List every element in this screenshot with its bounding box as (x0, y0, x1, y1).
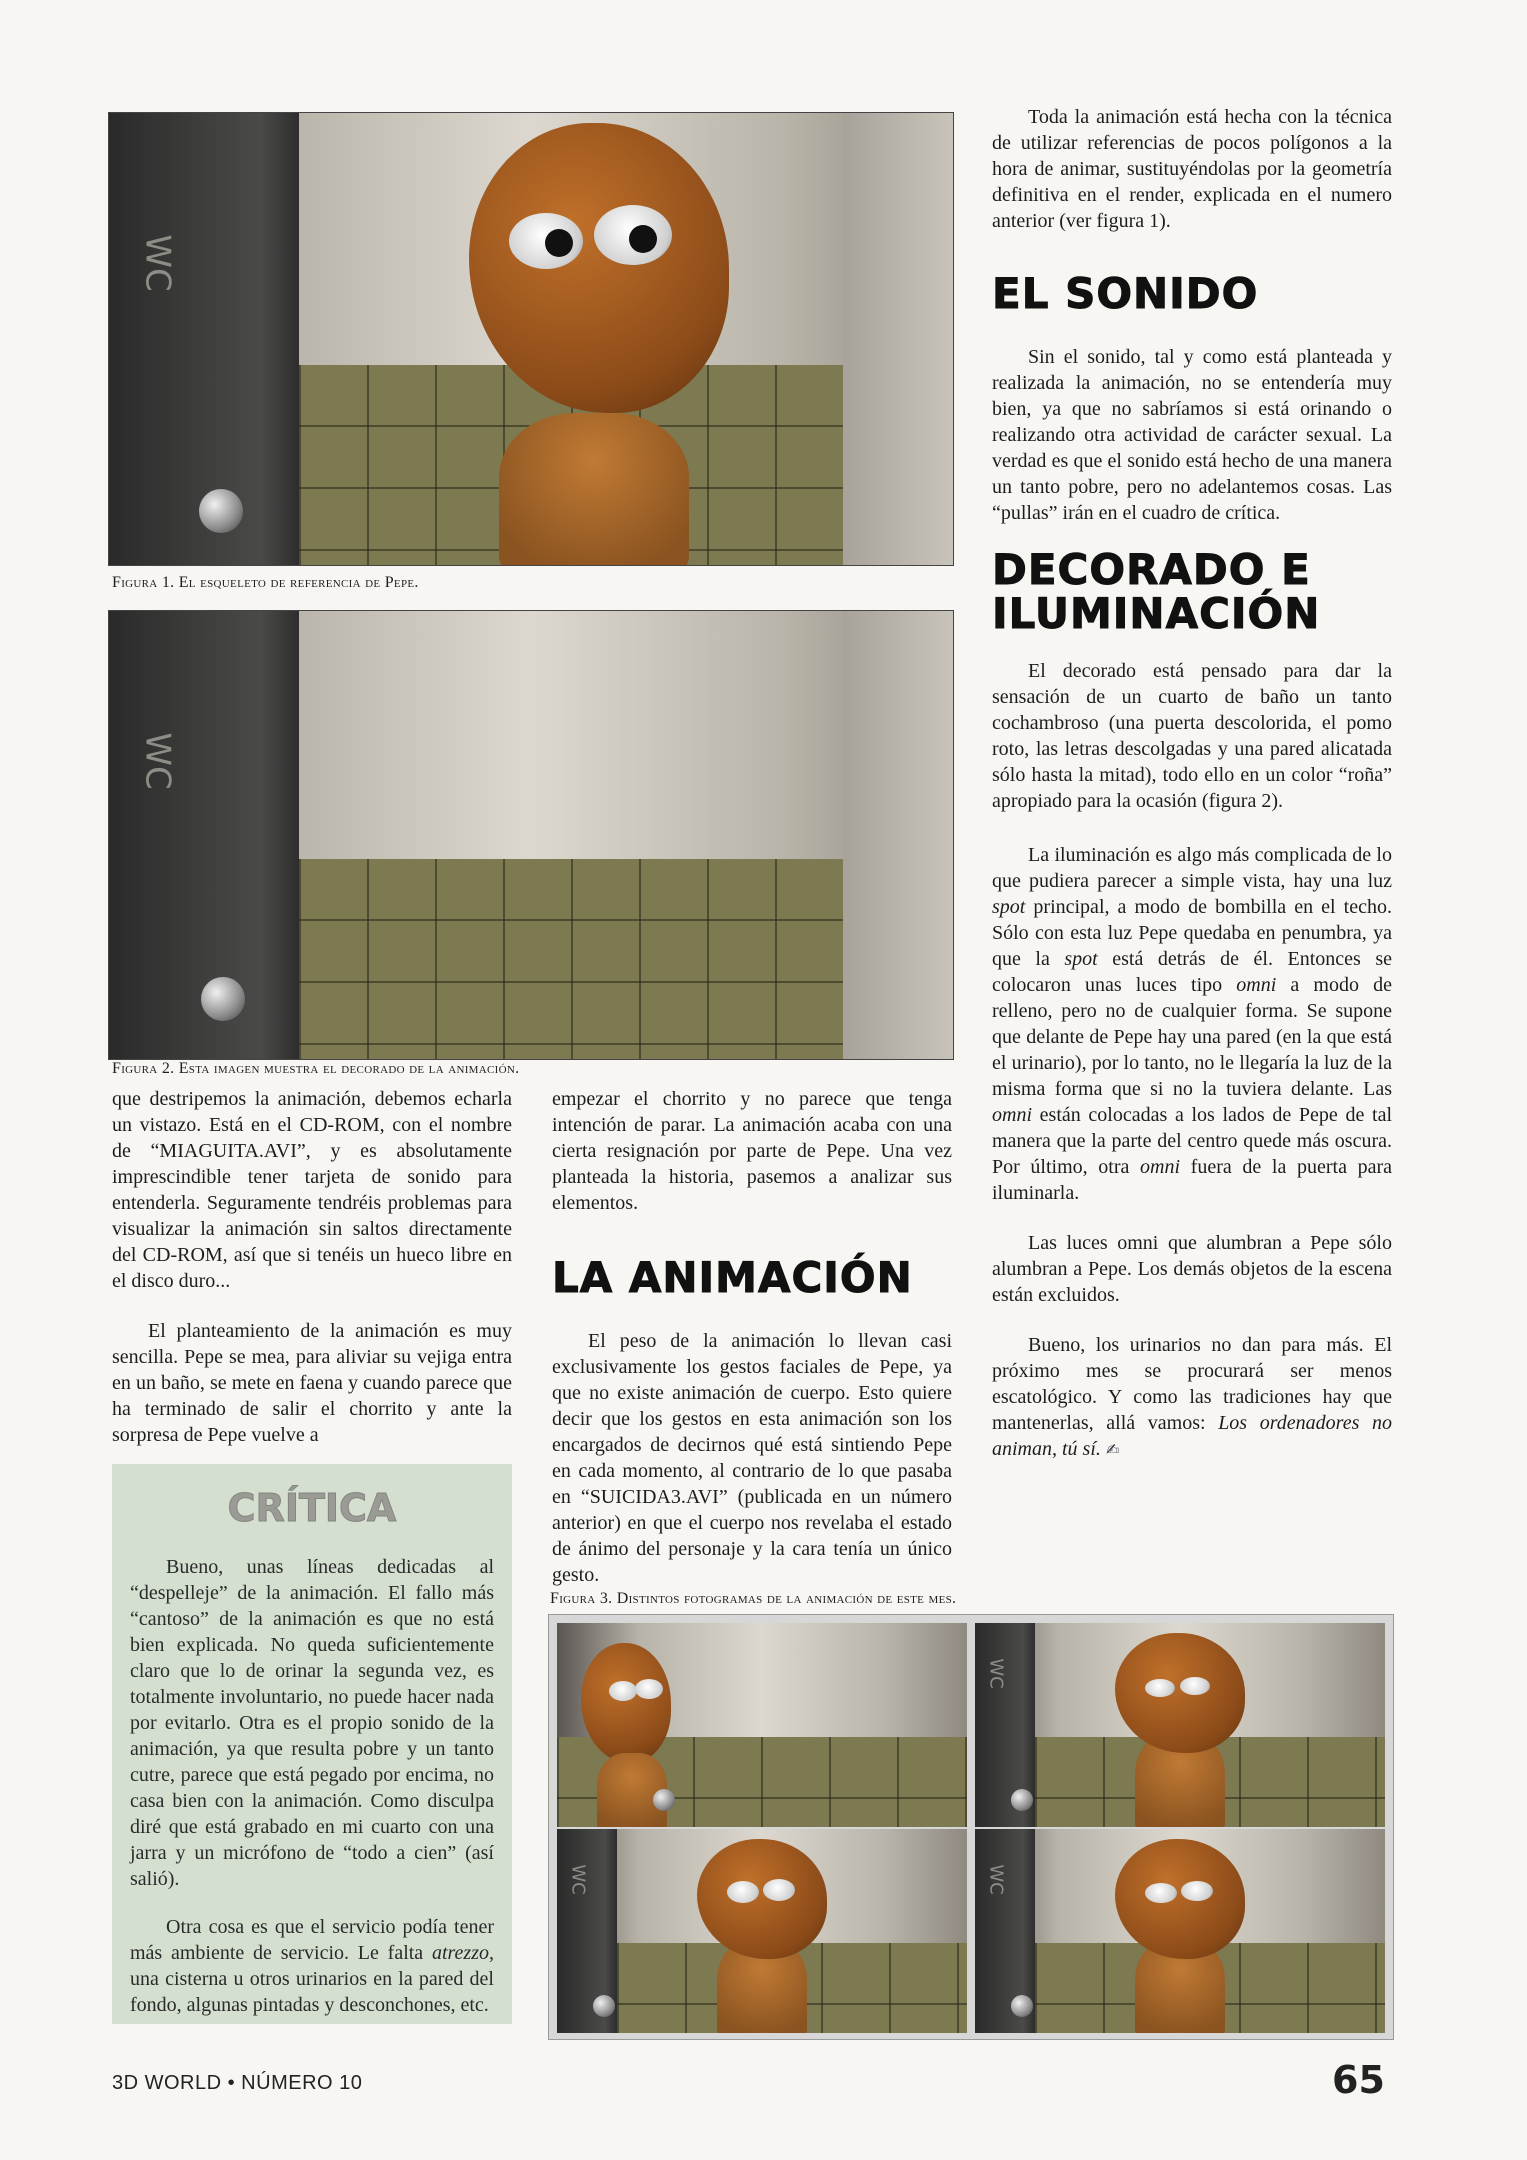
p6-italic: Los ordenadores no animan, tú sí. (992, 1412, 1392, 1460)
frame-3-eye-right (763, 1879, 795, 1901)
frame-1-pepe-body (597, 1753, 667, 1827)
left-paragraph-1: que destripemos la animación, debemos echarla un vistazo. Está en el CD-ROM, con el nombre de “MIAGUITA.AVI”, y es absolutamente imprescindible tener tarjeta de sonido para entenderla. Seguramente tendréis problemas para visualizar la animación sin saltos directamente del CD-ROM, así que si tenéis un hueco libre en el disco duro... (112, 1088, 512, 1292)
critica-p2-text-b: , una cisterna u otros urinarios en la pared del fondo, algunas pintadas y desconchones, etc. (130, 1942, 494, 2016)
footer-publication: 3D WORLD • NÚMERO 10 (112, 2072, 363, 2094)
figure-3-frame-3 (557, 1829, 967, 2033)
critica-paragraph-2 (112, 1914, 512, 2018)
p4-text-f: fuera de la puerta para iluminarla. (992, 1156, 1392, 1204)
figure-2-door-knob (201, 977, 245, 1021)
right-paragraph-2: Sin el sonido, tal y como está planteada y realizada la animación, no se entendería muy bien, ya que no sabríamos si está orinando o realizando otra actividad de carácter sexual. La verdad es que el sonido está hecho de una manera un tanto pobre, pero no adelantemos cosas. Las “pullas” irán en el cuadro de crítica. (992, 346, 1392, 524)
frame-3-knob (593, 1995, 615, 2017)
animacion-heading: LA ANIMACIÓN (552, 1253, 913, 1302)
figure-3-frame-4 (975, 1829, 1385, 2033)
critica-p2-italic: atrezzo (431, 1942, 489, 1964)
frame-2-door-label: WC (985, 1658, 1007, 1689)
decorado-heading (992, 545, 1392, 638)
figure-1-door-label: WC (137, 234, 178, 292)
sonido-heading: EL SONIDO (992, 269, 1259, 318)
figure-1-pepe-pupil-right (629, 225, 657, 253)
left-paragraph-2: El planteamiento de la animación es muy sencilla. Pepe se mea, para aliviar su vejiga entra en un baño, se mete en faena y cuando parece que ha terminado de salir el chorrito y ante la sorpresa de Pepe vuelve a (112, 1320, 512, 1446)
p4-text-b: principal, a modo de bombilla en el techo. Sólo con esta luz Pepe quedaba en penumbra, ya que la (992, 896, 1392, 970)
middle-column (552, 1086, 952, 1588)
frame-1-knob (653, 1789, 675, 1811)
p4-text-d: a modo de relleno, pero no de cualquier forma. Se supone que delante de Pepe hay una pared (en la que está el urinario), por lo tanto, no le llegaría la luz de la misma forma que si no la tuviera delante. Las (992, 974, 1393, 1100)
left-column (112, 1086, 512, 1448)
critica-box (112, 1464, 512, 2024)
figure-3-caption: Figura 3. Distintos fotogramas de la animación de este mes. (550, 1590, 957, 1607)
figure-3-frame-2 (975, 1623, 1385, 1827)
figure-1-door-knob (199, 489, 243, 533)
p4-omni-1: omni (1236, 974, 1277, 996)
figure-1-door (109, 113, 299, 565)
figure-2-right-wall (843, 611, 953, 1059)
frame-3-eye-left (727, 1881, 759, 1903)
right-paragraph-1: Toda la animación está hecha con la técnica de utilizar referencias de pocos polígonos a la hora de animar, sustituyéndolas por la geometría definitiva en el render, explicada en el numero anterior (ver figura 1). (992, 106, 1392, 232)
right-column (992, 104, 1392, 1463)
critica-paragraph-1: Bueno, unas líneas dedicadas al “despelleje” de la animación. El fallo más “cantoso” de la animación es que no está bien explicada. No queda suficientemente claro que lo de orinar la segunda vez, es totalmente involuntario, no puede hacer nada por evitarlo. Otra es el propio sonido de la animación, ya que resulta pobre y un tanto cutre, parece que está pegado por encima, no casa bien con la animación. Como disculpa diré que está grabado en mi cuarto con una jarra y un micrófono de “todo a cien” (así salió). (130, 1556, 494, 1890)
frame-2-eye-right (1180, 1677, 1210, 1695)
decorado-heading-line-1: DECORADO E (992, 545, 1311, 594)
figure-2-image (108, 610, 954, 1060)
page-number: 65 (1332, 2058, 1385, 2102)
figure-1-pepe-pupil-left (545, 229, 573, 257)
frame-4-eye-left (1145, 1883, 1177, 1903)
p4-spot-1: spot (992, 896, 1026, 918)
p4-text-e: están colocadas a los lados de Pepe de tal manera que la parte del centro quede más oscura. Por último, otra (992, 1104, 1392, 1178)
figure-1-image (108, 112, 954, 566)
figure-2-door (109, 611, 299, 1059)
middle-paragraph-1: empezar el chorrito y no parece que tenga intención de parar. La animación acaba con una cierta resignación por parte de Pepe. Una vez planteada la historia, pasemos a analizar sus elementos. (552, 1088, 952, 1214)
figure-3-frames (548, 1614, 1394, 2040)
p4-text-c: está detrás de él. Entonces se colocaron unas luces tipo (992, 948, 1392, 996)
frame-2-knob (1011, 1789, 1033, 1811)
right-paragraph-5: Las luces omni que alumbran a Pepe sólo alumbran a Pepe. Los demás objetos de la escena están excluidos. (992, 1232, 1392, 1306)
figure-1-caption: Figura 1. El esqueleto de referencia de Pepe. (112, 574, 419, 591)
right-paragraph-3: El decorado está pensado para dar la sensación de un cuarto de baño un tanto cochambroso (una puerta descolorida, el pomo roto, las letras descolgadas y una pared alicatada sólo hasta la mitad), todo ello en un color “roña” apropiado para la ocasión (figura 2). (992, 660, 1392, 812)
right-paragraph-4 (992, 842, 1392, 1206)
figure-1-right-wall (843, 113, 953, 565)
figure-2-caption: Figura 2. Esta imagen muestra el decorado de la animación. (112, 1060, 520, 1077)
critica-title: CRÍTICA (227, 1486, 397, 1530)
critica-p2-text-a: Otra cosa es que el servicio podía tener más ambiente de servicio. Le falta (130, 1916, 494, 1964)
frame-2-eye-left (1145, 1679, 1175, 1697)
p4-omni-3: omni (1140, 1156, 1181, 1178)
right-paragraph-6 (992, 1332, 1392, 1463)
p4-text-a: La iluminación es algo más complicada de lo que pudiera parecer a simple vista, hay una luz (992, 844, 1392, 892)
frame-1-eye-right (635, 1679, 663, 1699)
p6-text-a: Bueno, los urinarios no dan para más. El próximo mes se procurará ser menos escatológico. Y como las tradiciones hay que mantenerlas, allá vamos: (992, 1334, 1392, 1434)
frame-3-door-label: WC (567, 1864, 589, 1895)
middle-paragraph-2: El peso de la animación lo llevan casi exclusivamente los gestos faciales de Pepe, ya que no existe animación de cuerpo. Esto quiere decir que los gestos en esta animación son los encargados de decirnos qué está sintiendo Pepe en cada momento, al contrario de lo que pasaba en “SUICIDA3.AVI” (publicada en un número anterior) en que el cuerpo nos revelaba el estado de ánimo del personaje y la cara tenía un único gesto. (552, 1330, 952, 1586)
figure-3-frame-1 (557, 1623, 967, 1827)
p4-omni-2: omni (992, 1104, 1032, 1126)
frame-4-eye-right (1181, 1881, 1213, 1901)
figure-2-door-label: WC (137, 732, 178, 790)
decorado-heading-line-2: ILUMINACIÓN (992, 589, 1321, 638)
figure-1-pepe-body (499, 413, 689, 566)
end-mark-icon: ✍ (1105, 1440, 1120, 1459)
frame-1-eye-left (609, 1681, 637, 1701)
frame-4-door-label: WC (985, 1864, 1007, 1895)
frame-4-knob (1011, 1995, 1033, 2017)
p4-spot-2: spot (1064, 948, 1098, 970)
